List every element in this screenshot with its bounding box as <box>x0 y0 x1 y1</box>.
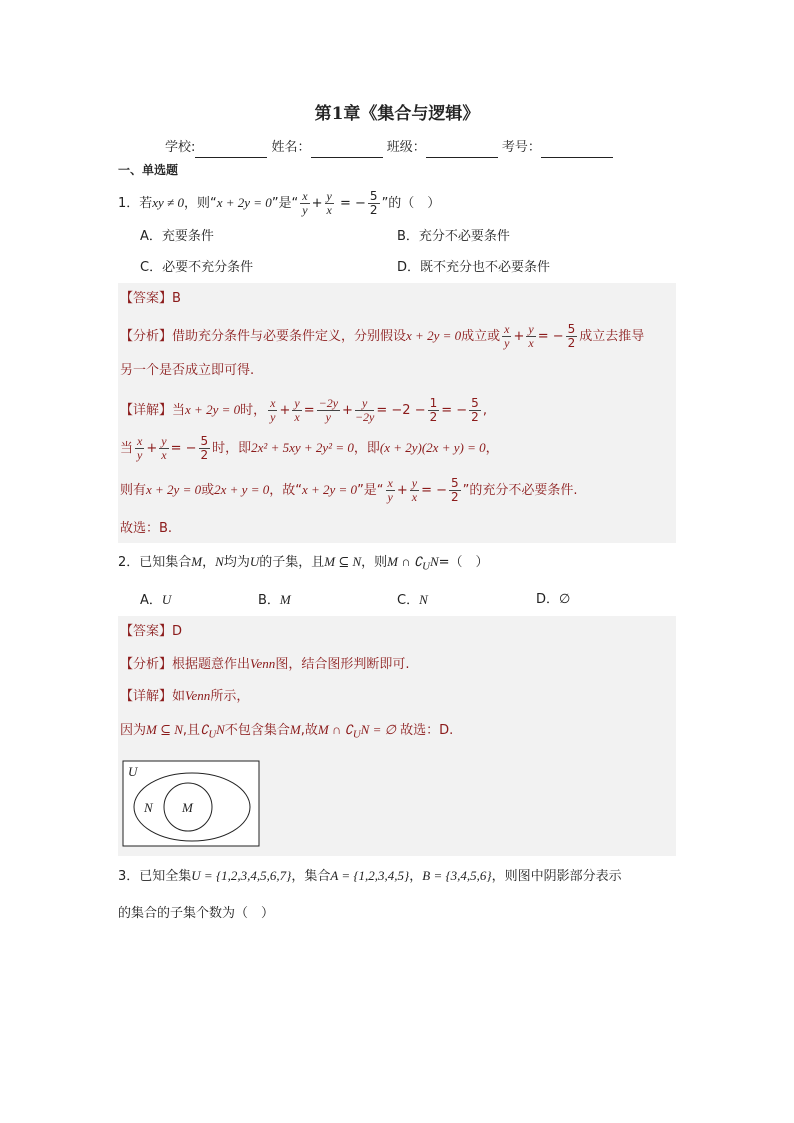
section-heading: 一、单选题 <box>118 163 179 177</box>
q2-text: 2．已知集合 <box>118 555 192 570</box>
math-expr: x + 2y = 0 <box>146 482 202 497</box>
detail-text: 当 <box>172 403 186 418</box>
fraction: $\frac{x}{y}$ <box>504 322 510 350</box>
analysis-text: 根据题意作出 <box>172 657 251 672</box>
analysis-text: 借助充分条件与必要条件定义，分别假设 <box>172 329 407 344</box>
math-expr: B = {3,4,5,6} <box>422 868 492 883</box>
detail-text: 故选：D. <box>400 723 454 738</box>
fraction: $\frac{-2y}{y}$ <box>318 396 339 424</box>
q1-detail-line1: 【详解】当x + 2y = 0时， $\frac{x}{y}$ + $\frac{y}{x}$ = $\frac{-2y}{y}$ + $\frac{y}{-2y}$ = −2 − $\frac{1}{2}$ = − $\frac{5}{2}$ , <box>120 396 487 424</box>
fraction: $\frac{y}{x}$ <box>294 396 300 424</box>
math-expr: (x + 2y)(2x + y) = 0 <box>379 440 486 455</box>
detail-text: ，故“ <box>269 483 302 498</box>
student-info-line <box>165 138 613 158</box>
class-label: 班级： <box>386 140 426 155</box>
math-expr: 2x + y = 0 <box>214 482 270 497</box>
q3-text: 3．已知全集 <box>118 869 192 884</box>
fraction: $\frac{5}{2}$ <box>471 396 479 424</box>
fraction: $\frac{x}{y}$ <box>302 189 308 217</box>
q2-stem: 2．已知集合M，N均为U的子集，且M ⊆ N，则M ∩ $∁_UN=$（ ） <box>118 554 489 573</box>
q2-option-b[interactable]: B．M <box>258 592 291 608</box>
id-blank[interactable] <box>541 143 613 158</box>
q2-option-d[interactable]: D．∅ <box>536 592 571 607</box>
analysis-label: 【分析】 <box>120 657 173 672</box>
q3-text: ， <box>409 869 423 884</box>
detail-text: 不包含集合 <box>224 723 290 738</box>
fraction: $\frac{5}{2}$ <box>451 476 459 504</box>
label-n: N <box>144 800 153 815</box>
math-expr: A = {1,2,3,4,5} <box>330 868 410 883</box>
fraction: $\frac{x}{y}$ <box>387 476 393 504</box>
fraction: $\frac{y}{x}$ <box>411 476 418 504</box>
venn-diagram <box>122 760 262 848</box>
q2-text: =（ ） <box>438 555 489 570</box>
detail-text: ”的充分不必要条件. <box>462 483 578 498</box>
q1-conclusion: 故选：B. <box>120 521 173 536</box>
detail-text: 如 <box>172 689 186 704</box>
label-u: U <box>128 764 138 779</box>
q1-text: ”的（ ） <box>381 196 441 211</box>
detail-label: 【详解】 <box>120 403 173 418</box>
q3-stem-line1 <box>118 866 622 887</box>
detail-text: 所示， <box>210 689 250 704</box>
q1-option-c[interactable]: C．必要不充分条件 <box>140 260 254 275</box>
detail-text: ，即 <box>353 441 380 456</box>
id-label: 考号： <box>501 140 541 155</box>
analysis-label: 【分析】 <box>120 329 173 344</box>
q2-answer: 【答案】D <box>120 624 183 639</box>
q1-text: ，则“ <box>183 196 217 211</box>
q1-detail-line3: 则有x + 2y = 0或2x + y = 0，故“x + 2y = 0”是“ $\frac{x}{y}$ + $\frac{y}{x}$ = − $\frac{5}{2}$ ”的充分不必要条件. <box>120 476 578 504</box>
detail-text: ,且 <box>182 723 201 738</box>
analysis-text: 图，结合图形判断即可. <box>275 657 410 672</box>
q1-answer: 【答案】B <box>120 291 181 306</box>
fraction: $\frac{x}{y}$ <box>270 396 276 424</box>
q2-detail: 【详解】如Venn所示， <box>120 688 250 704</box>
fraction: $\frac{y}{x}$ <box>326 189 332 217</box>
math-expr: 2x² + 5xy + 2y² = 0 <box>251 440 354 455</box>
q1-stem: 1．若xy ≠ 0，则“x + 2y = 0”是“ $\frac{x}{y}$ + $\frac{y}{x}$ = − $\frac{5}{2}$ ”的（ ） <box>118 189 441 217</box>
q1-analysis-line2: 另一个是否成立即可得. <box>120 363 255 378</box>
fraction: $\frac{5}{2}$ <box>369 189 378 217</box>
option-label: D． <box>536 592 560 607</box>
q1-equation: x + 2y = 0 <box>216 195 272 210</box>
detail-text: 因为 <box>120 723 147 738</box>
fraction: $\frac{5}{2}$ <box>567 322 576 350</box>
analysis-text: 成立去推导 <box>579 329 645 344</box>
school-label: 学校: <box>165 140 196 155</box>
q2-text: 均为 <box>223 555 250 570</box>
fraction: $\frac{y}{x}$ <box>528 322 534 350</box>
q1-condition: xy ≠ 0 <box>152 195 184 210</box>
q2-reason: 因为M ⊆ N,且$∁_UN$不包含集合M,故M ∩ $∁_UN$ = ∅ 故选：D. <box>120 722 454 741</box>
math-expr: x + 2y = 0 <box>185 402 241 417</box>
math-expr: U = {1,2,3,4,5,6,7} <box>191 868 292 883</box>
q1-solution-box <box>118 283 676 543</box>
q1-option-a[interactable]: A．充要条件 <box>140 229 214 244</box>
q2-option-a[interactable]: A．U <box>140 592 172 608</box>
q2-option-c[interactable]: C．N <box>397 592 428 608</box>
math-expr: x + 2y = 0 <box>301 482 358 497</box>
detail-label: 【详解】 <box>120 689 173 704</box>
q2-text: ，则 <box>361 555 388 570</box>
page-title: 第1章《集合与逻辑》 <box>314 104 480 124</box>
fraction: $\frac{x}{y}$ <box>137 434 143 462</box>
option-label: C． <box>397 593 420 608</box>
q1-number: 1．若 <box>118 196 153 211</box>
detail-text: 当 <box>120 441 134 456</box>
detail-text: 时， <box>240 403 267 418</box>
name-blank[interactable] <box>311 143 383 158</box>
q1-option-d[interactable]: D．既不充分也不必要条件 <box>397 260 551 275</box>
q2-text: 的子集，且 <box>259 555 325 570</box>
math-expr: x + 2y = 0 <box>406 328 462 343</box>
q3-stem-line2: 的集合的子集个数为（ ） <box>118 906 275 921</box>
q2-analysis: 【分析】根据题意作出Venn图，结合图形判断即可. <box>120 656 410 672</box>
option-label: B． <box>258 593 280 608</box>
q2-solution-box <box>118 616 676 856</box>
fraction: $\frac{5}{2}$ <box>200 434 209 462</box>
name-label: 姓名： <box>271 140 311 155</box>
q1-text: ”是“ <box>271 196 299 211</box>
class-blank[interactable] <box>426 143 498 158</box>
option-label: A． <box>140 593 162 608</box>
detail-text: 时，即 <box>212 441 252 456</box>
q1-option-b[interactable]: B．充分不必要条件 <box>397 229 510 244</box>
fraction: $\frac{y}{-2y}$ <box>354 396 375 424</box>
detail-text: 则有 <box>120 483 147 498</box>
q1-analysis: 【分析】借助充分条件与必要条件定义，分别假设x + 2y = 0成立或 $\frac{x}{y}$ + $\frac{y}{x}$ = − $\frac{5}{2}$ 成立去推导 <box>120 322 645 350</box>
analysis-text: 成立或 <box>461 329 501 344</box>
fraction: $\frac{y}{x}$ <box>161 434 167 462</box>
q3-text: ，集合 <box>291 869 331 884</box>
label-m: M <box>182 800 193 815</box>
q3-text: ，则图中阴影部分表示 <box>491 869 622 884</box>
q1-detail-line2: 当 $\frac{x}{y}$ + $\frac{y}{x}$ = − $\frac{5}{2}$ 时，即2x² + 5xy + 2y² = 0，即(x + 2y)(2x + y) = 0， <box>120 434 499 462</box>
detail-text: ”是“ <box>357 483 384 498</box>
detail-text: ,故 <box>300 723 318 738</box>
fraction: $\frac{1}{2}$ <box>429 396 438 424</box>
detail-text: 或 <box>201 483 215 498</box>
school-blank[interactable] <box>195 143 267 158</box>
